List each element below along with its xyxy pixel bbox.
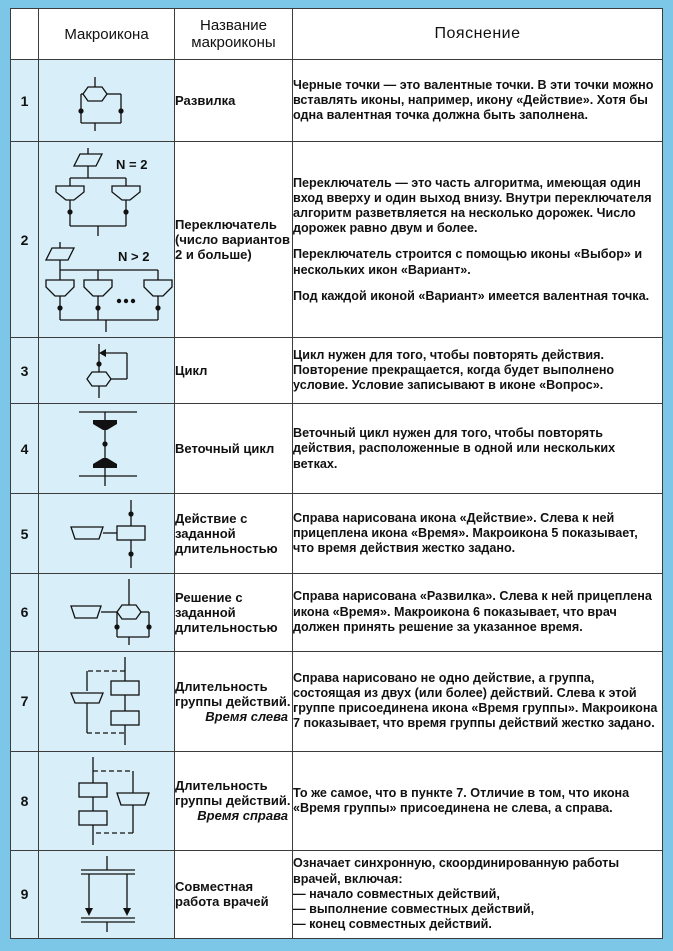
- table-row: [11, 404, 663, 494]
- row-explanation: То же самое, что в пункте 7. Отличие в том, что икона «Время группы» присоединена не слева, а справа.: [293, 751, 663, 850]
- table-row: [11, 651, 663, 751]
- header-number: [11, 9, 39, 60]
- group-time-left-diagram-icon: [39, 651, 175, 751]
- row-name: Переключатель (число вариантов 2 и больше): [175, 142, 293, 338]
- header-name-line1: Название: [199, 17, 268, 35]
- row-explanation: Веточный цикл нужен для того, чтобы повторять действия, расположенные в одной или нескольких ветках.: [293, 404, 663, 494]
- row-name: Действие с заданной длительностью: [175, 494, 293, 573]
- row-number: 5: [11, 494, 39, 573]
- row-name: Развилка: [175, 60, 293, 142]
- row-number: 8: [11, 751, 39, 850]
- row-number: 2: [11, 142, 39, 338]
- header-row: [11, 9, 663, 60]
- table-row: [11, 60, 663, 142]
- joint-work-diagram-icon: [39, 850, 175, 938]
- loop-diagram-icon: [39, 338, 175, 404]
- row-explanation: Переключатель — это часть алгоритма, имеющая один вход вверху и один выход внизу. Внутри переключателя алгоритм разветвляется на несколько дорожек. Число дорожек равно двум и более. Переключатель строится с помощью иконы «Выбор» и нескольких икон «Вариант». Под каждой иконой «Вариант» имеется валентная точка.: [293, 142, 663, 338]
- table-row: [11, 494, 663, 573]
- row-explanation: Черные точки — это валентные точки. В эти точки можно вставлять иконы, например, икону «Действие». Хотя бы одна валентная точка должна быть заполнена.: [293, 60, 663, 142]
- row-explanation: Справа нарисовано не одно действие, а группа, состоящая из двух (или более) действий. Слева к этой группе присоединена икона «Время группы». Макроикона 7 показывает, что время группы действий жестко задано.: [293, 651, 663, 751]
- timed-action-diagram-icon: [39, 494, 175, 573]
- row-explanation: Цикл нужен для того, чтобы повторять действия. Повторение прекращается, когда будет выполнено условие. Условие записывают в иконе «Вопрос».: [293, 338, 663, 404]
- switch-label-ngt2: N > 2: [117, 248, 149, 264]
- table-row: [11, 850, 663, 938]
- fork-diagram-icon: [39, 60, 175, 142]
- row-name: Длительность группы действий. Время справа: [175, 751, 293, 850]
- table-row: [11, 751, 663, 850]
- row-number: 4: [11, 404, 39, 494]
- row-number: 1: [11, 60, 39, 142]
- row-number: 7: [11, 651, 39, 751]
- row-name-sub: Время справа: [197, 808, 288, 824]
- branch-loop-diagram-icon: [39, 404, 175, 494]
- group-time-right-diagram-icon: [39, 751, 175, 850]
- row-explanation: Справа нарисована икона «Действие». Слева к ней прицеплена икона «Время». Макроикона 5 показывает, что время действия жестко задано.: [293, 494, 663, 573]
- row-name: Веточный цикл: [175, 404, 293, 494]
- row-number: 9: [11, 850, 39, 938]
- switch-label-n2: N = 2: [115, 156, 147, 172]
- switch-diagram-icon: [39, 142, 175, 338]
- header-icon: Макроикона: [39, 9, 175, 60]
- row-name: Решение с заданной длительностью: [175, 573, 293, 651]
- header-explanation: Пояснение: [293, 9, 663, 60]
- row-name: Длительность группы действий. Время слева: [175, 651, 293, 751]
- row-name-sub: Время слева: [205, 708, 288, 724]
- row-explanation: Означает синхронную, скоординированную работы врачей, включая: — начало совместных действий, — выполнение совместных действий, — конец совместных действий.: [293, 850, 663, 938]
- row-number: 3: [11, 338, 39, 404]
- header-name-line2: макроиконы: [191, 34, 276, 52]
- macroicon-table: [10, 8, 663, 939]
- row-explanation: Справа нарисована «Развилка». Слева к ней прицеплена икона «Время». Макроикона 6 показывает, что врач должен принять решение за указанное время.: [293, 573, 663, 651]
- row-name: Совместная работа врачей: [175, 850, 293, 938]
- row-name: Цикл: [175, 338, 293, 404]
- timed-decision-diagram-icon: [39, 573, 175, 651]
- row-number: 6: [11, 573, 39, 651]
- table-row: [11, 338, 663, 404]
- header-name: [175, 9, 293, 60]
- table-row: [11, 142, 663, 338]
- table-row: [11, 573, 663, 651]
